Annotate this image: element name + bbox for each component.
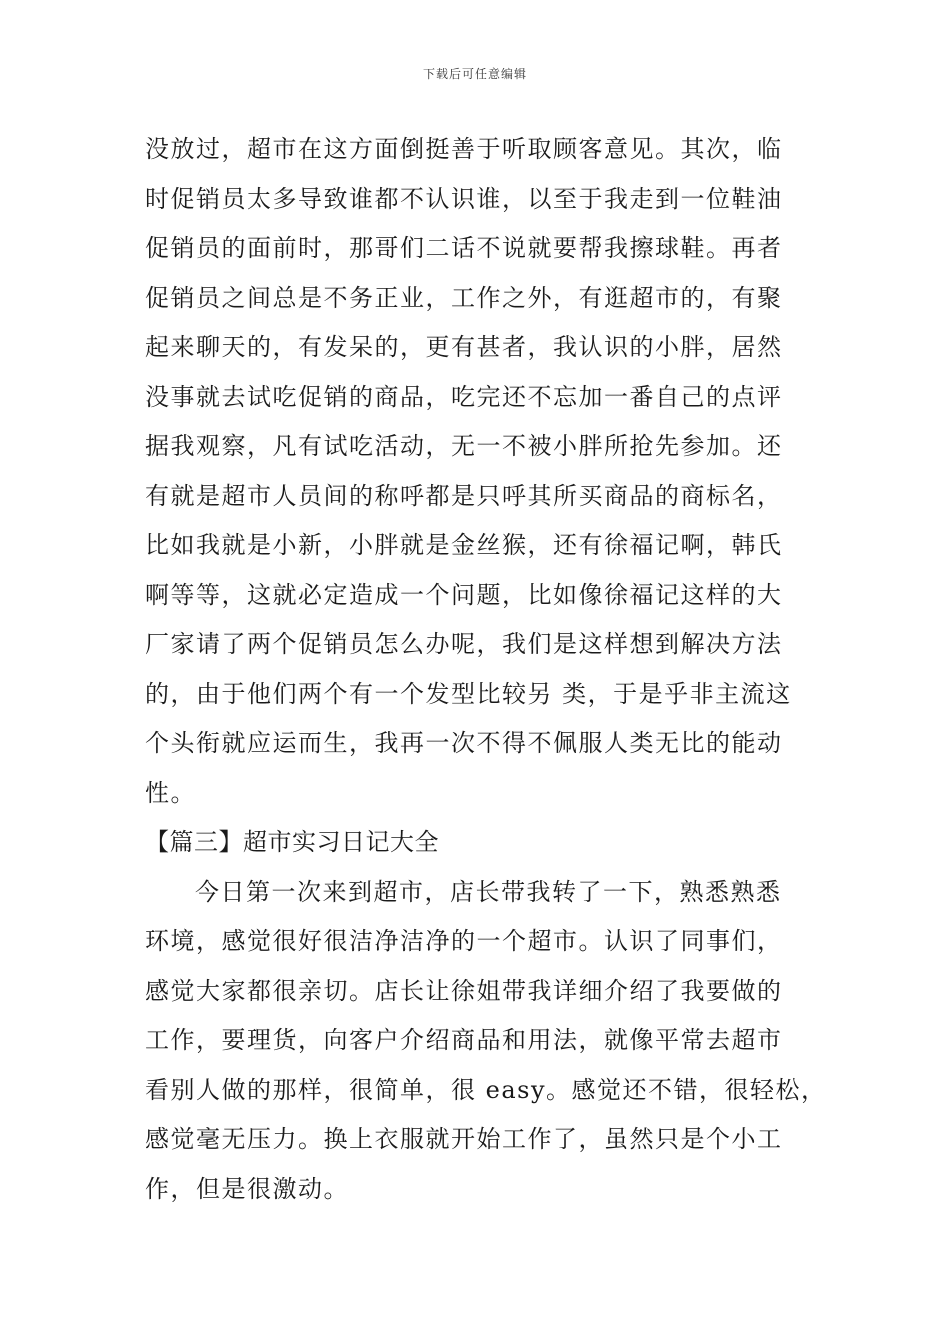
text-line: 作，但是很激动。 (145, 1174, 349, 1203)
text-line: 没事就去试吃促销的商品，吃完还不忘加一番自己的点评 (145, 382, 783, 411)
text-line: 比如我就是小新，小胖就是金丝猴，还有徐福记啊，韩氏 (145, 531, 783, 559)
text-line: 时促销员太多导致谁都不认识谁，以至于我走到一位鞋油 (145, 184, 783, 213)
text-line: 没放过，超市在这方面倒挺善于听取顾客意见。其次，临 (145, 135, 783, 163)
text-line: 看别人做的那样，很简单，很 easy。感觉还不错，很轻松， (145, 1075, 827, 1104)
text-line: 厂家请了两个促销员怎么办呢，我们是这样想到解决方法 (145, 630, 783, 658)
paragraph-diary (145, 868, 835, 1215)
text-line: 起来聊天的，有发呆的，更有甚者，我认识的小胖，居然 (145, 333, 783, 361)
text-line: 促销员的面前时，那哥们二话不说就要帮我擦球鞋。再者 (145, 234, 783, 262)
text-line: 环境，感觉很好很洁净洁净的一个超市。认识了同事们， (145, 927, 783, 955)
document-body (145, 125, 835, 1214)
text-line: 据我观察，凡有试吃活动，无一不被小胖所抢先参加。还 (145, 432, 783, 460)
text-line: 工作，要理货，向客户介绍商品和用法，就像平常去超市 (145, 1026, 783, 1054)
text-line: 个头衔就应运而生，我再一次不得不佩服人类无比的能动 (145, 729, 783, 757)
text-line: 感觉毫无压力。换上衣服就开始工作了，虽然只是个小工 (145, 1125, 783, 1153)
text-line: 感觉大家都很亲切。店长让徐姐带我详细介绍了我要做的 (145, 976, 783, 1005)
text-line: 性。 (145, 778, 196, 807)
section-heading: 【篇三】超市实习日记大全 (145, 828, 439, 856)
text-line: 今日第一次来到超市，店长带我转了一下，熟悉熟悉 (195, 877, 782, 906)
text-line: 的，由于他们两个有一个发型比较另 类，于是乎非主流这 (145, 679, 792, 708)
text-line: 有就是超市人员间的称呼都是只呼其所买商品的商标名， (145, 481, 783, 510)
page-header: 下载后可任意编辑 (422, 67, 527, 81)
paragraph-continued (145, 125, 835, 818)
text-line: 促销员之间总是不务正业，工作之外，有逛超市的，有聚 (145, 283, 783, 312)
text-line: 啊等等，这就必定造成一个问题，比如像徐福记这样的大 (145, 580, 783, 609)
